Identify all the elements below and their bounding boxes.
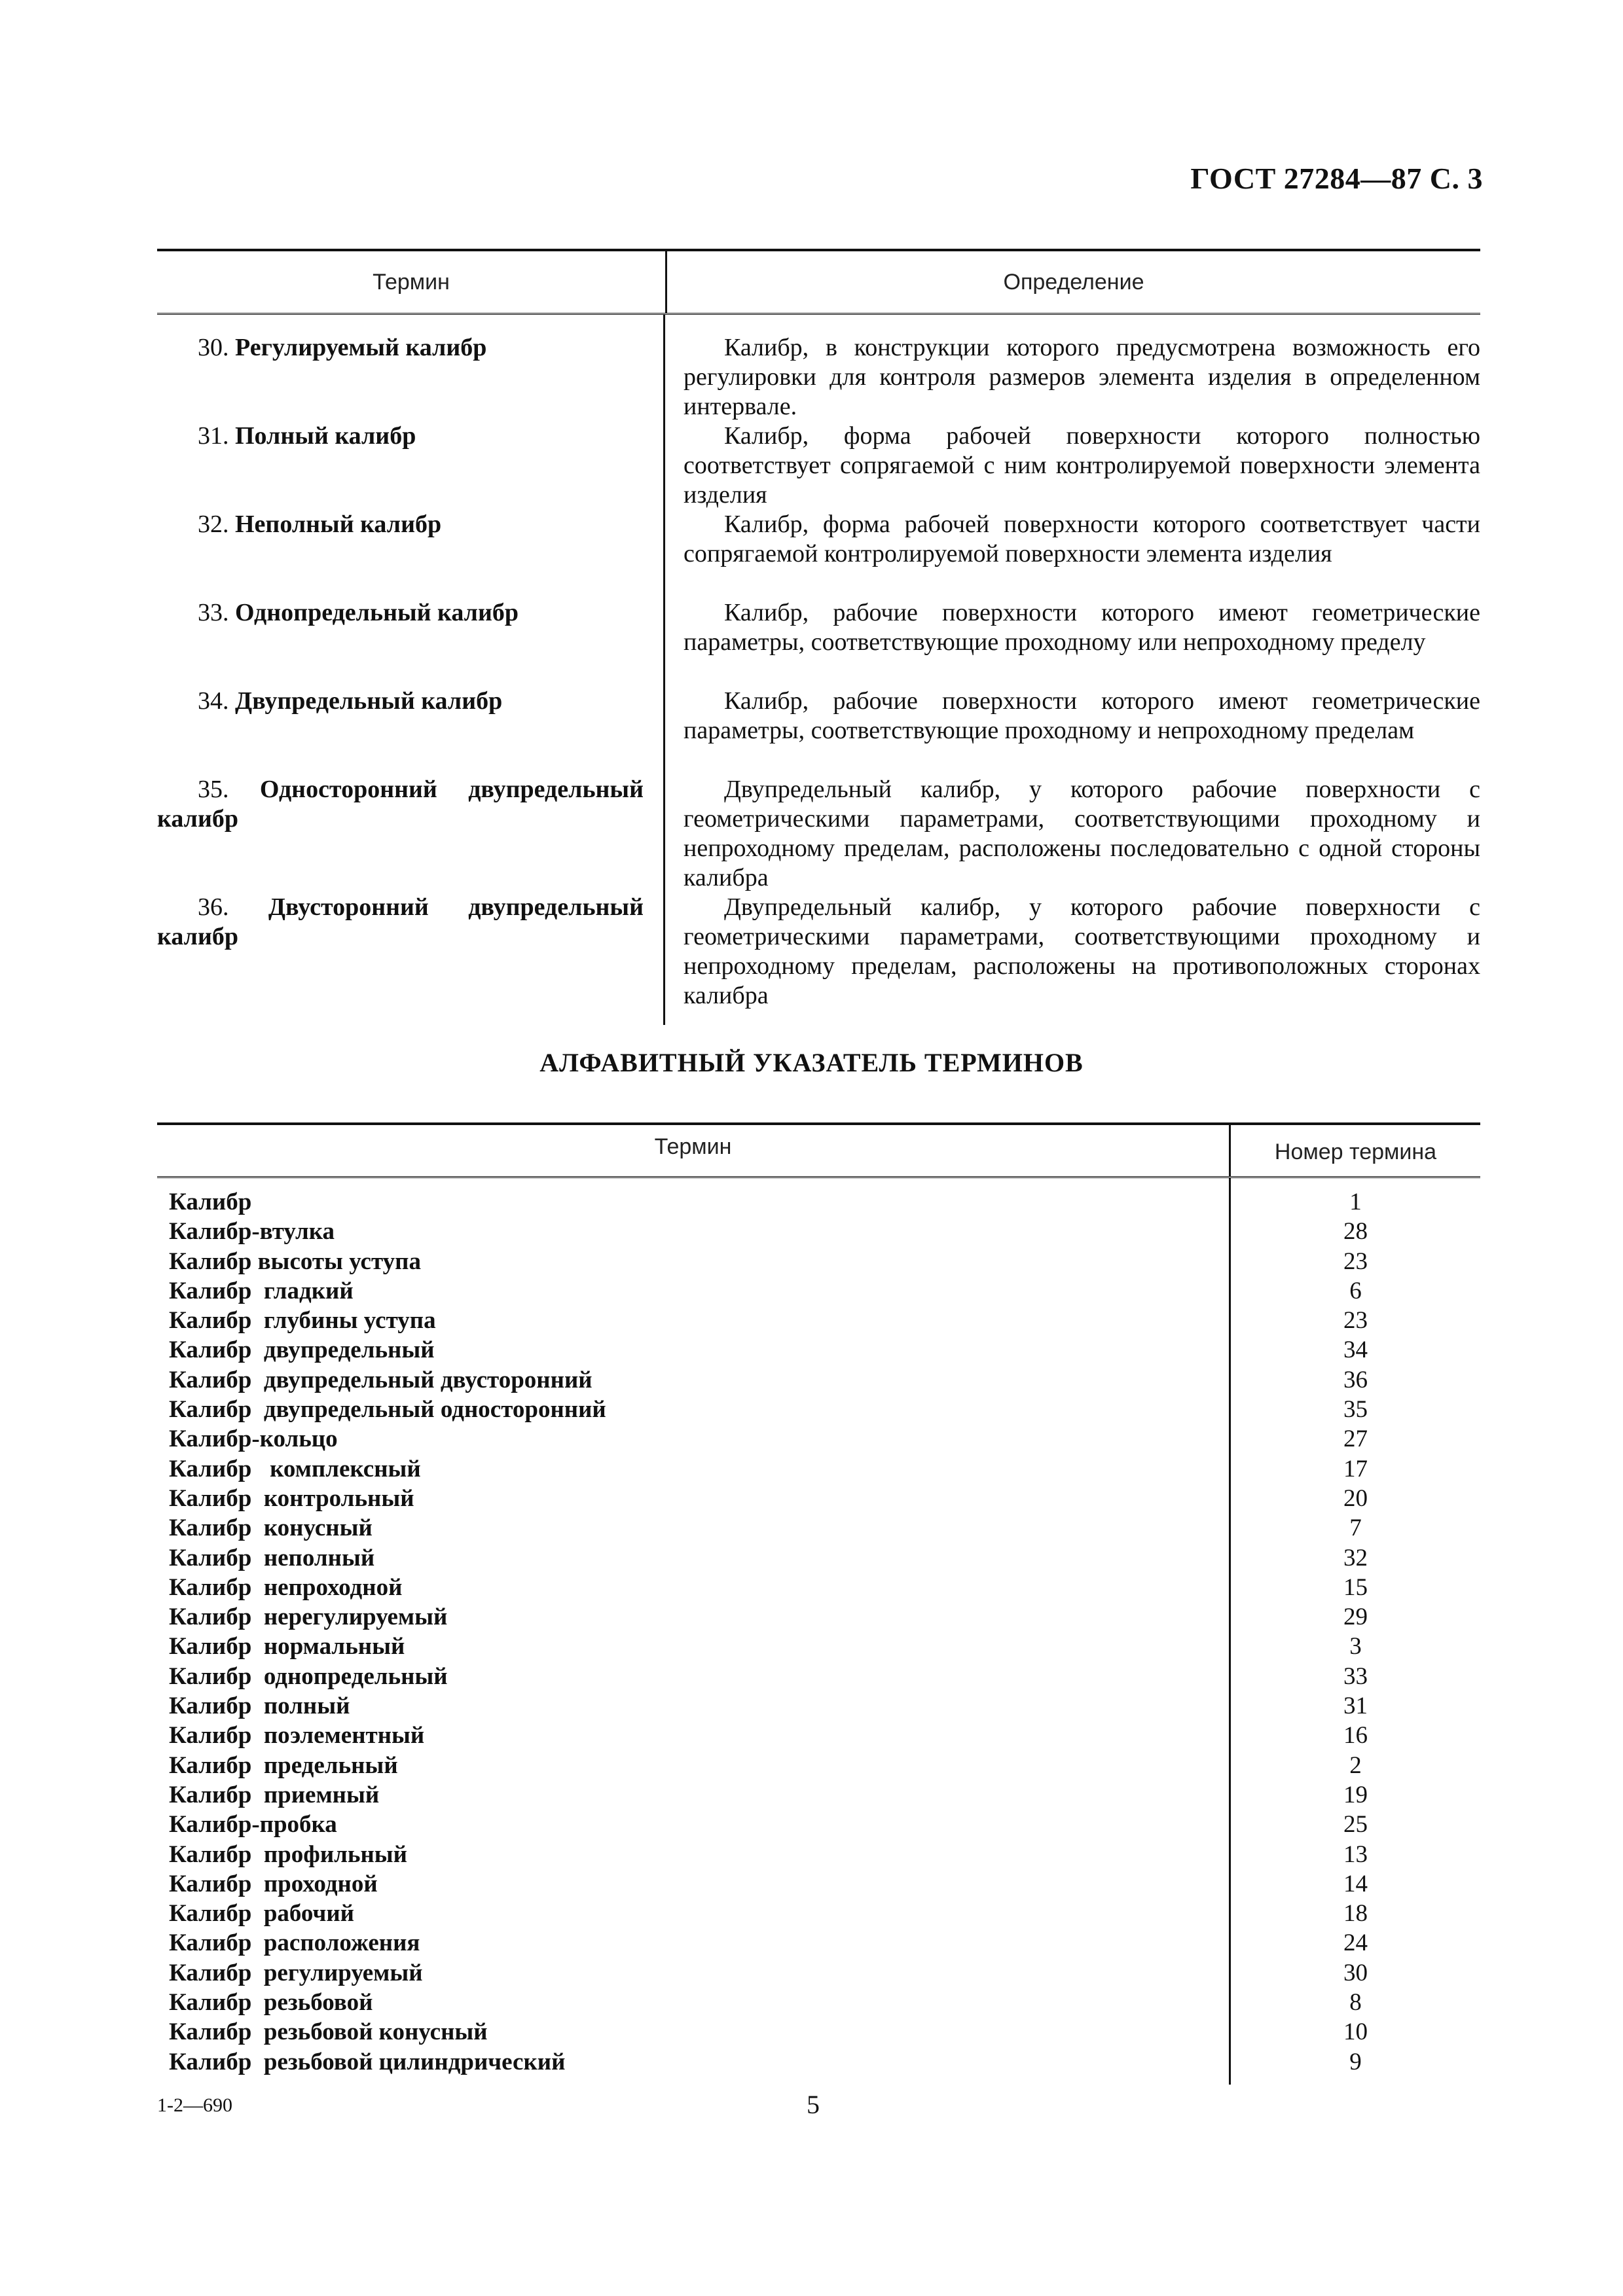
definition-term bbox=[157, 775, 663, 893]
index-term: Калибр гладкий bbox=[169, 1277, 354, 1304]
term-number: 34. bbox=[198, 687, 229, 715]
definition-text: Калибр, форма рабочей поверхности которого полностью соответствует сопрягаемой с ним контролируемой поверхности элемента изделия bbox=[684, 422, 1480, 509]
column-header-term: Термин bbox=[157, 1125, 1231, 1176]
index-term-number: 23 bbox=[1343, 1307, 1368, 1335]
index-term: Калибр резьбовой конусный bbox=[169, 2018, 488, 2046]
index-term-number: 30 bbox=[1343, 1959, 1368, 1986]
index-term: Калибр двупредельный двусторонний bbox=[169, 1366, 593, 1393]
index-term: Калибр контрольный bbox=[169, 1484, 414, 1512]
index-term-number: 34 bbox=[1343, 1336, 1368, 1364]
definition-term bbox=[157, 687, 663, 775]
index-term-number: 35 bbox=[1343, 1396, 1368, 1424]
index-term-number: 14 bbox=[1343, 1870, 1368, 1897]
index-term: Калибр нормальный bbox=[169, 1633, 405, 1660]
index-term-number: 25 bbox=[1343, 1811, 1368, 1839]
index-term: Калибр проходной bbox=[169, 1870, 378, 1897]
index-term-number: 16 bbox=[1343, 1722, 1368, 1749]
column-header-term: Термин bbox=[157, 251, 667, 313]
page-header: ГОСТ 27284—87 С. 3 bbox=[1190, 162, 1483, 195]
index-term-number: 28 bbox=[1343, 1218, 1368, 1246]
index-term-number: 15 bbox=[1343, 1573, 1368, 1601]
footer-code: 1-2—690 bbox=[157, 2094, 232, 2116]
term-name: Неполный калибр bbox=[235, 511, 442, 538]
definitions-table bbox=[157, 249, 1480, 1025]
definition-term bbox=[157, 598, 663, 687]
index-term: Калибр непроходной bbox=[169, 1573, 403, 1601]
index-term-number: 8 bbox=[1349, 1989, 1362, 2017]
index-numbers-column bbox=[1231, 1178, 1480, 2085]
index-term: Калибр нерегулируемый bbox=[169, 1604, 448, 1631]
index-term-number: 13 bbox=[1343, 1840, 1368, 1868]
definition-term bbox=[157, 422, 663, 510]
index-term: Калибр приемный bbox=[169, 1781, 380, 1808]
index-term: Калибр двупредельный bbox=[169, 1336, 435, 1364]
index-term: Калибр резьбовой bbox=[169, 1989, 373, 2017]
definition-text: Калибр, рабочие поверхности которого имеют геометрические параметры, соответствующие проходному и непроходному пределам bbox=[684, 687, 1480, 744]
index-term: Калибр конусный bbox=[169, 1515, 373, 1542]
terms-column bbox=[157, 315, 665, 1025]
index-title: АЛФАВИТНЫЙ УКАЗАТЕЛЬ ТЕРМИНОВ bbox=[539, 1048, 1084, 1077]
index-term: Калибр резьбовой цилиндрический bbox=[169, 2048, 566, 2075]
index-term-number: 10 bbox=[1343, 2018, 1368, 2046]
index-term-number: 29 bbox=[1343, 1604, 1368, 1631]
definition-term bbox=[157, 510, 663, 598]
index-term-number: 7 bbox=[1349, 1515, 1362, 1542]
term-name: Однопредельный калибр bbox=[235, 599, 519, 626]
index-term-number: 17 bbox=[1343, 1455, 1368, 1482]
index-term: Калибр полный bbox=[169, 1693, 350, 1720]
index-term-number: 18 bbox=[1343, 1900, 1368, 1928]
index-term: Калибр расположения bbox=[169, 1929, 420, 1957]
term-number: 32. bbox=[198, 511, 229, 538]
index-term-number: 3 bbox=[1349, 1633, 1362, 1660]
index-term: Калибр двупредельный односторонний bbox=[169, 1396, 606, 1424]
index-term: Калибр bbox=[169, 1189, 252, 1215]
term-name: Регулируемый калибр bbox=[235, 334, 487, 361]
index-term: Калибр-кольцо bbox=[169, 1426, 338, 1453]
index-term-number: 24 bbox=[1343, 1929, 1368, 1957]
index-term: Калибр регулируемый bbox=[169, 1959, 423, 1986]
definition-term bbox=[157, 333, 663, 422]
definitions-table-body bbox=[157, 315, 1480, 1025]
term-name: Полный калибр bbox=[235, 422, 416, 450]
index-table-header bbox=[157, 1122, 1480, 1178]
term-number: 36. bbox=[198, 893, 229, 921]
index-term-number: 19 bbox=[1343, 1781, 1368, 1808]
index-term-number: 20 bbox=[1343, 1484, 1368, 1512]
definition-text: Калибр, форма рабочей поверхности которого соответствует части сопрягаемой контролируемой поверхности элемента изделия bbox=[684, 511, 1480, 567]
index-term: Калибр-втулка bbox=[169, 1218, 335, 1246]
index-term: Калибр неполный bbox=[169, 1544, 375, 1571]
definitions-table-header bbox=[157, 249, 1480, 315]
index-term-number: 1 bbox=[1349, 1189, 1362, 1215]
index-term: Калибр рабочий bbox=[169, 1900, 354, 1928]
index-term-number: 2 bbox=[1349, 1751, 1362, 1779]
definitions-column bbox=[665, 315, 1480, 1025]
index-term-number: 33 bbox=[1343, 1662, 1368, 1690]
index-term-number: 9 bbox=[1349, 2048, 1362, 2075]
definition-term bbox=[157, 893, 663, 1011]
index-term-number: 23 bbox=[1343, 1247, 1368, 1275]
index-term-number: 36 bbox=[1343, 1366, 1368, 1393]
term-name: Двупредельный калибр bbox=[235, 687, 503, 715]
index-term: Калибр комплексный bbox=[169, 1455, 421, 1482]
definition-text: Двупредельный калибр, у которого рабочие поверхности с геометрическими параметрами, соответствующими проходному и непроходному пределам, расположены на противоположных сторонах калибра bbox=[684, 893, 1480, 1009]
index-term-number: 6 bbox=[1349, 1277, 1362, 1304]
index-term: Калибр глубины уступа bbox=[169, 1307, 436, 1335]
term-name: Двусторонний двупредельный калибр bbox=[157, 893, 644, 950]
index-table-body bbox=[157, 1178, 1480, 2085]
index-term: Калибр предельный bbox=[169, 1751, 398, 1779]
index-term-number: 31 bbox=[1343, 1693, 1368, 1720]
column-header-definition: Определение bbox=[1003, 269, 1144, 295]
index-term: Калибр-пробка bbox=[169, 1811, 337, 1839]
term-name: Односторонний двупредельный калибр bbox=[157, 776, 644, 833]
page-number: 5 bbox=[807, 2090, 820, 2119]
index-term-number: 32 bbox=[1343, 1544, 1368, 1571]
index-term: Калибр профильный bbox=[169, 1840, 407, 1868]
index-term: Калибр высоты уступа bbox=[169, 1247, 421, 1275]
index-terms-column bbox=[157, 1178, 1231, 2085]
index-term: Калибр однопредельный bbox=[169, 1662, 448, 1690]
definition-text: Калибр, в конструкции которого предусмотрена возможность его регулировки для контроля размеров элемента изделия в определенном интервале. bbox=[684, 334, 1480, 420]
term-number: 33. bbox=[198, 599, 229, 626]
term-number: 31. bbox=[198, 422, 229, 450]
term-number: 30. bbox=[198, 334, 229, 361]
index-term-number: 27 bbox=[1343, 1426, 1368, 1453]
term-number: 35. bbox=[198, 776, 229, 803]
definition-text: Калибр, рабочие поверхности которого имеют геометрические параметры, соответствующие проходному или непроходному пределу bbox=[684, 599, 1480, 656]
index-table bbox=[157, 1122, 1480, 2085]
column-header-number: Номер термина bbox=[1274, 1139, 1437, 1164]
definition-text: Двупредельный калибр, у которого рабочие поверхности с геометрическими параметрами, соответствующими проходному и непроходному пределам, расположены последовательно с одной стороны калибра bbox=[684, 776, 1480, 891]
index-term: Калибр поэлементный bbox=[169, 1722, 425, 1749]
